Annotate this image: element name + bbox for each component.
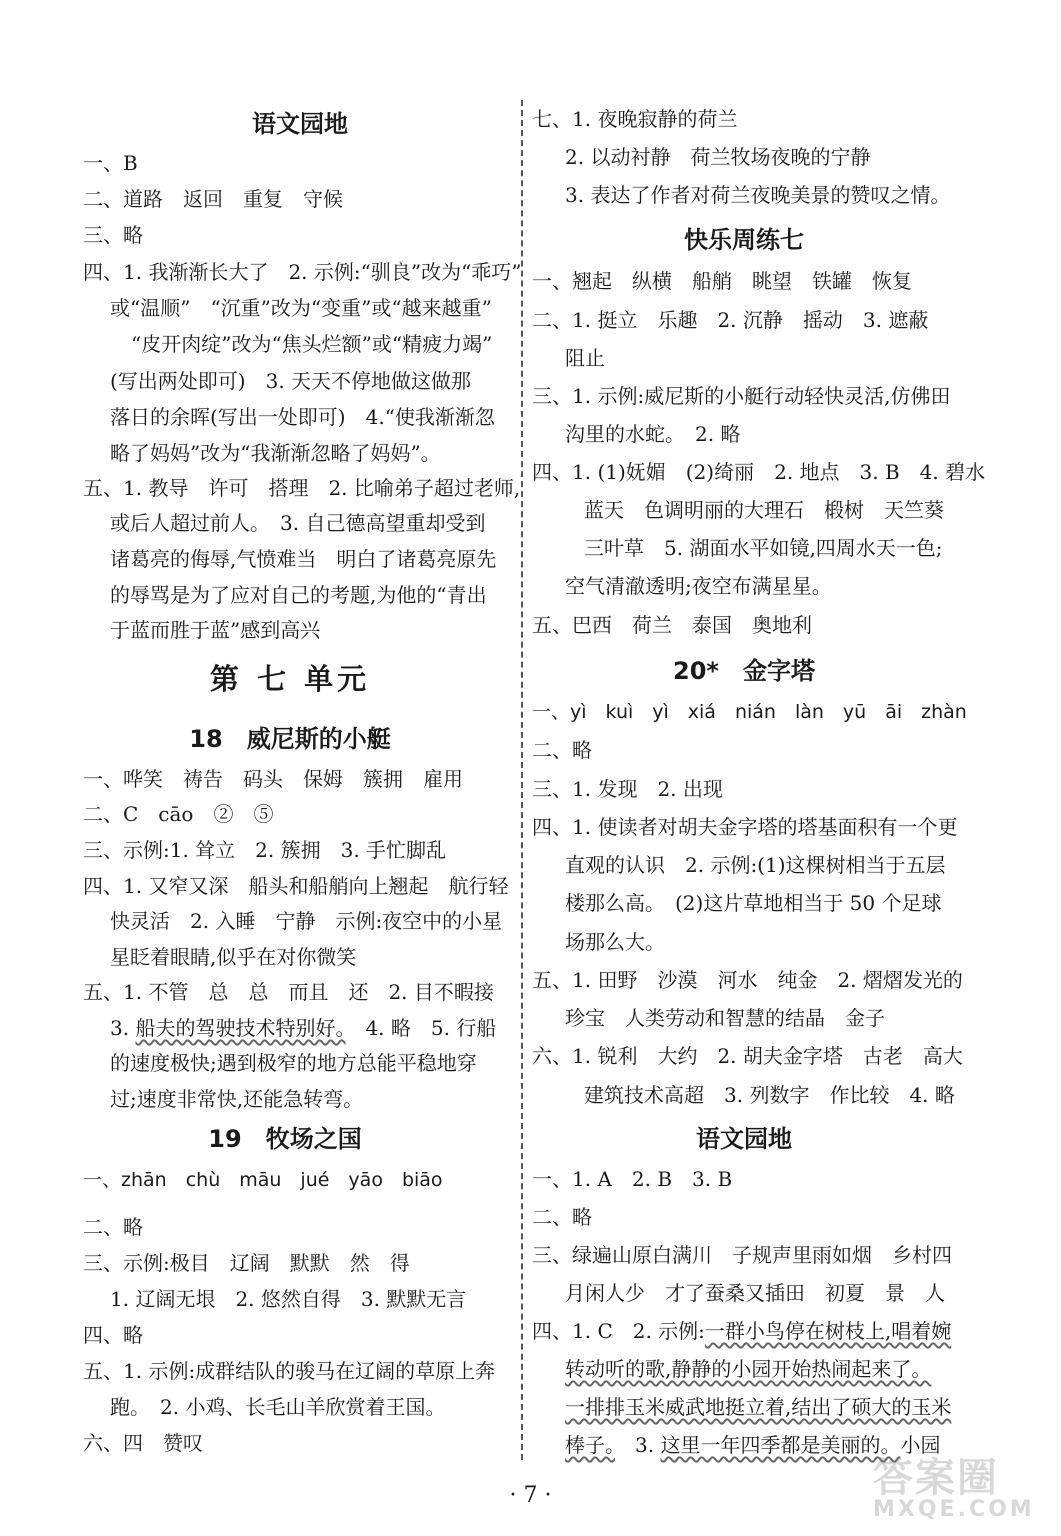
answer-line: 3. 表达了作者对荷兰夜晚美景的赞叹之情。: [565, 183, 951, 207]
answer-line: 四、略: [83, 1323, 143, 1347]
answer-line: 二、道路 返回 重复 守候: [83, 187, 343, 211]
answer-line: 六、1. 锐利 大约 2. 胡夫金字塔 古老 高大: [532, 1044, 963, 1068]
answer-text: 3.: [110, 1016, 136, 1040]
answer-line: 五、1. 教导 许可 搭理 2. 比喻弟子超过老师,: [83, 476, 521, 500]
answer-line: 阻止: [565, 346, 605, 370]
underlined-answer: 一排排玉米威武地挺立着,结出了硕大的玉米: [565, 1395, 952, 1419]
page-number: · 7 ·: [509, 1483, 552, 1508]
answer-line: 月闲人少 才了蚕桑又插田 初夏 景 人: [565, 1281, 945, 1305]
answer-line: 空气清澈透明;夜空布满星星。: [565, 574, 832, 598]
answer-line: 的辱骂是为了应对自己的考题,为他的“青出: [110, 583, 487, 607]
answer-line: 三叶草 5. 湖面水平如镜,四周水天一色;: [584, 536, 943, 560]
answer-line: 1. 辽阔无垠 2. 悠然自得 3. 默默无言: [110, 1287, 467, 1311]
underlined-answer: 棒子。: [565, 1433, 615, 1457]
unit-title: 第 七 单元: [209, 662, 371, 696]
column-divider: [521, 100, 523, 1460]
lesson-title-19: 19 牧场之国: [208, 1125, 362, 1153]
answer-line: 2. 以动衬静 荷兰牧场夜晚的宁静: [565, 145, 871, 169]
lesson-title-20: 20* 金字塔: [673, 657, 815, 685]
answer-line: 一、B: [83, 151, 138, 175]
answer-line: [565, 1394, 951, 1420]
answer-line: 珍宝 人类劳动和智慧的结晶 金子: [565, 1006, 885, 1030]
answer-line: 诸葛亮的侮辱,气愤难当 明白了诸葛亮原先: [110, 547, 497, 571]
answer-line: 三、示例:极目 辽阔 默默 然 得: [83, 1251, 410, 1275]
answer-line: 二、1. 挺立 乐趣 2. 沉静 摇动 3. 遮蔽: [532, 308, 929, 332]
answer-line: 过;速度非常快,还能急转弯。: [110, 1087, 364, 1111]
answer-line: [565, 1356, 931, 1382]
answer-line: 三、1. 示例:威尼斯的小艇行动轻快灵活,仿佛田: [532, 384, 951, 408]
answer-line: 直观的认识 2. 示例:(1)这棵树相当于五层: [565, 853, 946, 877]
answer-line: 建筑技术高超 3. 列数字 作比较 4. 略: [584, 1083, 955, 1107]
answer-line: 的速度极快;遇到极窄的地方总能平稳地穿: [110, 1051, 477, 1075]
underlined-answer: 一群小鸟停在树枝上,唱着婉: [704, 1319, 952, 1343]
section-title-yuwen-yuandi-2: 语文园地: [696, 1125, 792, 1153]
watermark-url: MXQE.COM: [873, 1497, 1035, 1522]
answer-line: 或后人超过前人。 3. 自己德高望重却受到: [110, 511, 486, 535]
answer-line: 蓝天 色调明丽的大理石 椴树 天竺葵: [584, 498, 944, 522]
answer-line: “皮开肉绽”改为“焦头烂额”或“精疲力竭”: [131, 332, 493, 356]
watermark-text: 答案圈: [873, 1455, 999, 1501]
answer-line: 六、四 赞叹: [83, 1431, 203, 1455]
answer-line: 一、翘起 纵横 船艄 眺望 铁罐 恢复: [532, 269, 912, 293]
answer-line: 一、哗笑 祷告 码头 保姆 簇拥 雇用: [83, 767, 463, 791]
answer-line: 一、1. A 2. B 3. B: [532, 1167, 733, 1191]
answer-line: 快灵活 2. 入睡 宁静 示例:夜空中的小星: [110, 909, 503, 933]
answer-line: 七、1. 夜晚寂静的荷兰: [532, 107, 738, 131]
section-title-yuwen-yuandi: 语文园地: [252, 110, 348, 138]
underlined-answer: 这里一年四季都是美丽的。: [660, 1433, 901, 1457]
answer-line: 二、略: [83, 1215, 143, 1239]
answer-text: 小园: [900, 1433, 941, 1457]
answer-line: 二、略: [532, 738, 592, 762]
answer-line: [532, 1318, 951, 1344]
answer-line: 楼那么高。 (2)这片草地相当于 50 个足球: [565, 891, 942, 915]
underlined-answer: 转动听的歌,静静的小园开始热闹起来了。: [565, 1357, 932, 1381]
answer-line: 五、1. 示例:成群结队的骏马在辽阔的草原上奔: [83, 1359, 496, 1383]
answer-line: 四、1. (1)妩媚 (2)绮丽 2. 地点 3. B 4. 碧水: [532, 460, 986, 484]
answer-line: 四、1. 又窄又深 船头和船艄向上翘起 航行轻: [83, 874, 509, 898]
answer-line: 二、略: [532, 1205, 592, 1229]
answer-line: 三、1. 发现 2. 出现: [532, 777, 723, 801]
answer-line: 五、巴西 荷兰 泰国 奥地利: [532, 613, 812, 637]
answer-text: 四、1. C 2. 示例:: [532, 1319, 705, 1343]
answer-line: 略了妈妈”改为“我渐渐忽略了妈妈”。: [110, 441, 441, 465]
pinyin-line: 一、yì kuì yì xiá nián làn yū āi zhàn: [532, 701, 967, 723]
lesson-title-18: 18 威尼斯的小艇: [189, 725, 391, 753]
answer-line: 五、1. 田野 沙漠 河水 纯金 2. 熠熠发光的: [532, 968, 963, 992]
answer-line: 三、示例:1. 耸立 2. 簇拥 3. 手忙脚乱: [83, 838, 447, 862]
answer-text: 3.: [615, 1433, 661, 1457]
answer-line: 三、略: [83, 223, 143, 247]
answer-line: 三、绿遍山原白满川 子规声里雨如烟 乡村四: [532, 1243, 952, 1267]
answer-line: 落日的余晖(写出一处即可) 4.“使我渐渐忽: [110, 405, 495, 429]
answer-line: (写出两处即可) 3. 天天不停地做这做那: [110, 369, 472, 393]
answer-line: 跑。 2. 小鸡、长毛山羊欣赏着王国。: [110, 1395, 446, 1419]
answer-line: 或“温顺” “沉重”改为“变重”或“越来越重”: [110, 296, 492, 320]
answer-line: 二、C cāo ② ⑤: [83, 802, 274, 826]
answer-line: 四、1. 使读者对胡夫金字塔的塔基面积有一个更: [532, 815, 958, 839]
underlined-answer: 船夫的驾驶技术特别好。: [135, 1016, 346, 1040]
answer-line: 四、1. 我渐渐长大了 2. 示例:“驯良”改为“乖巧”: [83, 260, 522, 284]
answer-line: 星眨着眼睛,似乎在对你微笑: [110, 945, 357, 969]
answer-line: 五、1. 不管 总 总 而且 还 2. 目不暇接: [83, 980, 494, 1004]
answer-line: 场那么大。: [565, 930, 665, 954]
answer-line: 于蓝而胜于蓝”感到高兴: [110, 618, 321, 642]
watermark-logo: [873, 1446, 1043, 1530]
answer-line: [110, 1015, 496, 1041]
answer-text: 4. 略 5. 行船: [345, 1016, 497, 1040]
answer-line: 沟里的水蛇。 2. 略: [565, 422, 741, 446]
pinyin-line: 一、zhān chù māu jué yāo biāo: [83, 1169, 443, 1191]
section-title-kuaile-zhoulian: 快乐周练七: [684, 226, 804, 254]
